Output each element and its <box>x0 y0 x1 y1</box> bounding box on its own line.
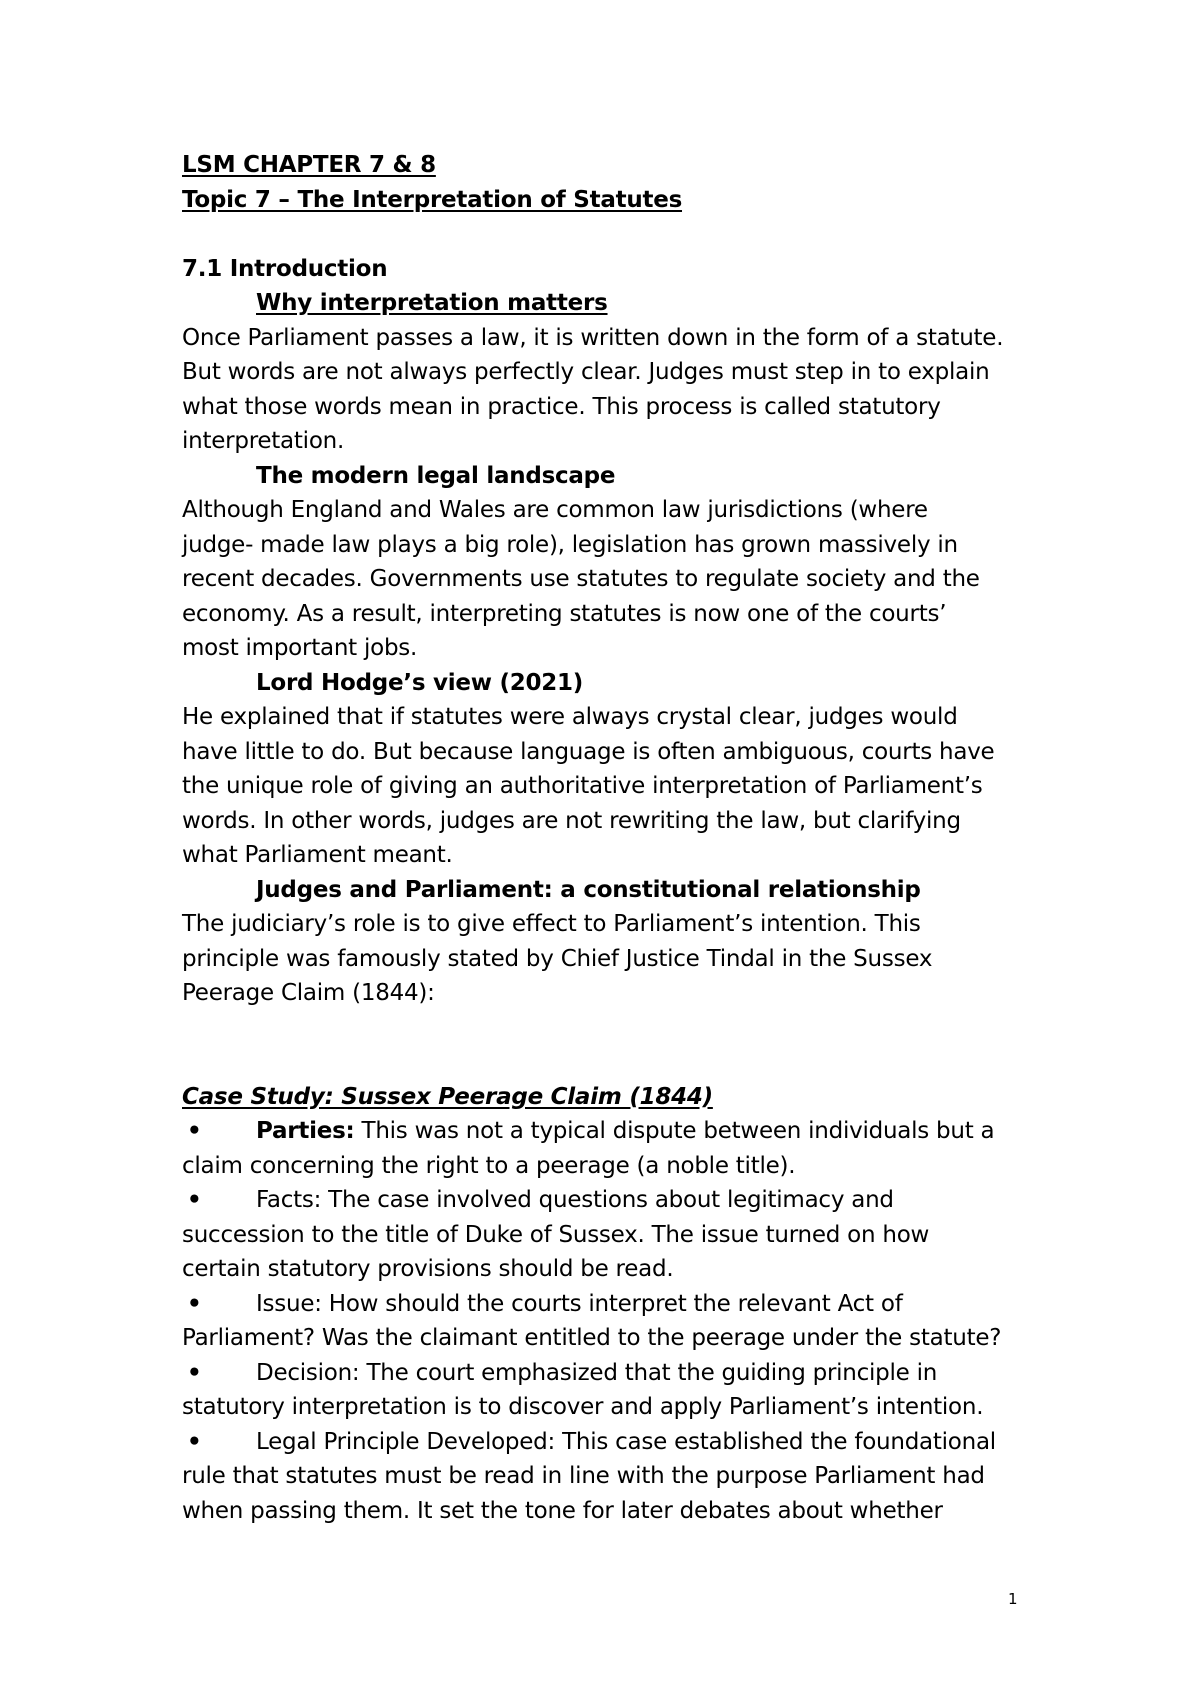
list-item <box>182 1356 1042 1391</box>
paragraph-line: judge- made law plays a big role), legislation has grown massively in <box>182 531 958 558</box>
item-label: Parties: <box>256 1118 355 1144</box>
topic-heading: Topic 7 – The Interpretation of Statutes <box>182 186 683 213</box>
paragraph-line: certain statutory provisions should be read. <box>182 1256 674 1282</box>
bullet-icon: • <box>187 1359 202 1386</box>
bullet-icon: • <box>187 1187 202 1213</box>
paragraph-line: Once Parliament passes a law, it is written down in the form of a statute. <box>182 324 1004 351</box>
list-item <box>182 1425 1042 1460</box>
paragraph-line: But words are not always perfectly clear. Judges must step in to explain <box>182 359 990 385</box>
list-item <box>182 1183 1042 1218</box>
page-number: 1 <box>1008 1590 1018 1608</box>
paragraph-line: Peerage Claim (1844): <box>182 980 435 1006</box>
paragraph-line: claim concerning the right to a peerage (a noble title). <box>182 1152 796 1179</box>
paragraph-line: recent decades. Governments use statutes to regulate society and the <box>182 566 980 592</box>
paragraph-line: have little to do. But because language is often ambiguous, courts have <box>182 738 995 765</box>
paragraph-line: what those words mean in practice. This process is called statutory <box>182 393 941 420</box>
subsection-heading: The modern legal landscape <box>256 462 616 489</box>
bullet-icon: • <box>187 1290 202 1317</box>
item-text: Legal Principle Developed: This case established the foundational <box>256 1428 996 1455</box>
paragraph-line: Although England and Wales are common law jurisdictions (where <box>182 497 928 523</box>
paragraph-line: most important jobs. <box>182 635 418 661</box>
item-text: Facts: The case involved questions about legitimacy and <box>256 1187 894 1213</box>
item-text: Issue: How should the courts interpret the relevant Act of <box>256 1290 903 1317</box>
case-study-heading: Case Study: Sussex Peerage Claim (1844) <box>182 1083 713 1110</box>
paragraph-line: economy. As a result, interpreting statutes is now one of the courts’ <box>182 600 947 627</box>
subsection-heading: Why interpretation matters <box>256 290 608 316</box>
paragraph-line: Parliament? Was the claimant entitled to the peerage under the statute? <box>182 1325 1002 1351</box>
item-text: Decision: The court emphasized that the guiding principle in <box>256 1359 938 1386</box>
spacer <box>182 217 1042 252</box>
paragraph-line: rule that statutes must be read in line with the purpose Parliament had <box>182 1463 985 1489</box>
paragraph-line: the unique role of giving an authoritative interpretation of Parliament’s <box>182 773 983 799</box>
document-body <box>182 148 1042 1528</box>
item-text: This was not a typical dispute between individuals but a <box>354 1118 995 1144</box>
paragraph-line: The judiciary’s role is to give effect to Parliament’s intention. This <box>182 911 921 937</box>
section-heading: 7.1 Introduction <box>182 255 388 282</box>
paragraph-line: succession to the title of Duke of Sussex. The issue turned on how <box>182 1221 930 1248</box>
paragraph-line: what Parliament meant. <box>182 842 453 868</box>
bullet-icon: • <box>187 1118 202 1144</box>
paragraph-line: He explained that if statutes were always crystal clear, judges would <box>182 704 958 730</box>
paragraph-line: when passing them. It set the tone for later debates about whether <box>182 1497 943 1524</box>
subsection-heading: Lord Hodge’s view (2021) <box>256 669 584 696</box>
document-title: LSM CHAPTER 7 & 8 <box>182 152 436 178</box>
paragraph-line: statutory interpretation is to discover and apply Parliament’s intention. <box>182 1394 984 1420</box>
list-item <box>182 1287 1042 1322</box>
spacer <box>182 1011 1042 1080</box>
list-item <box>182 1114 1042 1149</box>
bullet-icon: • <box>187 1428 202 1455</box>
paragraph-line: interpretation. <box>182 428 345 454</box>
subsection-heading: Judges and Parliament: a constitutional relationship <box>256 876 921 903</box>
paragraph-line: words. In other words, judges are not rewriting the law, but clarifying <box>182 807 961 834</box>
paragraph-line: principle was famously stated by Chief Justice Tindal in the Sussex <box>182 945 933 972</box>
